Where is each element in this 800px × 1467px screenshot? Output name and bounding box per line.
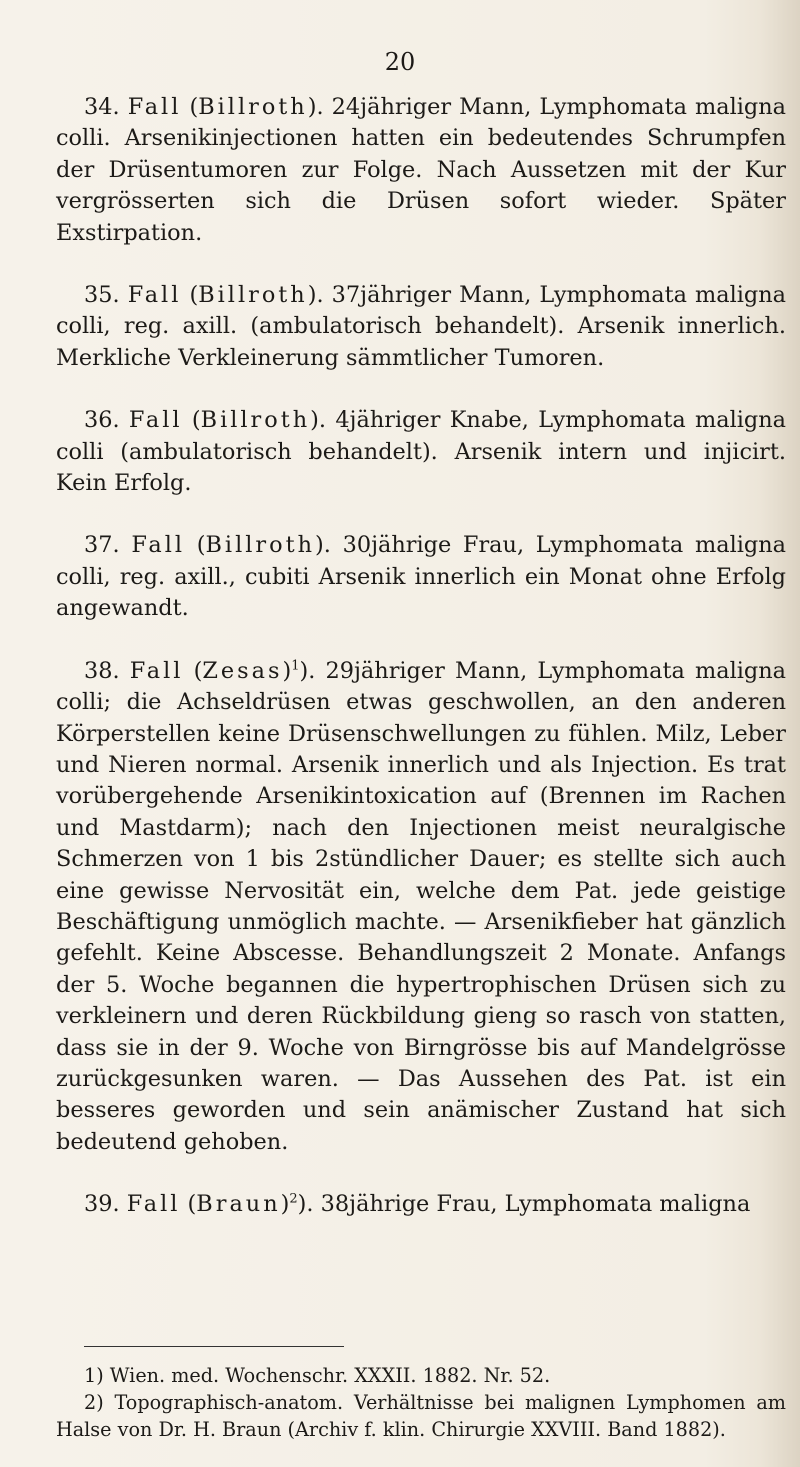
- case-number: 35.: [84, 282, 120, 309]
- case-entry-38: 38. Fall (Zesas)$^1$). 29jähriger Mann, Lymphomata maligna colli; die Achseldrüsen etwas geschwollen, an den anderen Körperstellen keine Drüsenschwellungen zu fühlen. Milz, Leber und Nieren normal. Arsenik innerlich und als Injection. Es trat vorübergehende Arsenikintoxication auf (Brennen im Rachen und Mastdarm); nach den Injectionen meist neuralgische Schmerzen von 1 bis 2stündlicher Dauer; es stellte sich auch eine gewisse Nervosität ein, welche dem Pat. jede geistige Beschäftigung unmöglich machte. — Arsenikfieber hat gänzlich gefehlt. Keine Abscesse. Behandlungszeit 2 Monate. Anfangs der 5. Woche begannen die hypertrophischen Drüsen sich zu verkleinern und deren Rückbildung gieng so rasch von statten, dass sie in der 9. Woche von Birngrösse bis auf Mandelgrösse zurückgesunken waren. — Das Aussehen des Pat. ist ein besseres geworden und sein anämischer Zustand hat sich bedeutend gehoben.: [56, 657, 786, 1155]
- page-number: 20: [384, 48, 416, 76]
- case-label: Fall: [126, 1191, 181, 1218]
- case-text: 4jähriger Knabe, Lymphomata maligna colli (ambulatorisch behandelt). Arsenik intern und injicirt. Kein Erfolg.: [56, 407, 786, 497]
- case-label: Fall: [131, 532, 186, 559]
- case-author: Billroth: [198, 94, 308, 120]
- case-text: 38jährige Frau, Lymphomata maligna: [320, 1191, 751, 1218]
- case-number: 37.: [84, 532, 120, 559]
- case-entry-35: 35. Fall (Billroth). 37jähriger Mann, Lymphomata maligna colli, reg. axill. (ambulatorisch behandelt). Arsenik innerlich. Merkliche Verkleinerung sämmtlicher Tumoren.: [56, 282, 786, 371]
- case-entry-37: 37. Fall (Billroth). 30jährige Frau, Lymphomata maligna colli, reg. axill., cubiti Arsenik innerlich ein Monat ohne Erfolg angewandt.: [56, 532, 786, 622]
- footnotes: [56, 1362, 786, 1443]
- case-author: Billroth: [198, 282, 308, 309]
- case-entry-36: 36. Fall (Billroth). 4jähriger Knabe, Lymphomata maligna colli (ambulatorisch behandelt). Arsenik intern und injicirt. Kein Erfolg.: [56, 407, 786, 497]
- footnote-2: 2) Topographisch-anatom. Verhältnisse bei malignen Lymphomen am Halse von Dr. H. Braun (Archiv f. klin. Chirurgie XXVIII. Band 1882).: [56, 1391, 786, 1441]
- case-entry-34: 34. Fall (Billroth). 24jähriger Mann, Lymphomata maligna colli. Arsenikinjectionen hatten ein bedeutendes Schrumpfen der Drüsentumoren zur Folge. Nach Aussetzen mit der Kur vergrösserten sich die Drüsen sofort wieder. Später Exstirpation.: [56, 94, 786, 246]
- case-author: Billroth: [200, 407, 311, 434]
- footnote-divider: [84, 1346, 344, 1347]
- case-label: Fall: [127, 94, 182, 120]
- footnote-ref: 1: [291, 658, 300, 674]
- case-number: 34.: [84, 94, 120, 120]
- case-text: 37jähriger Mann, Lymphomata maligna colli, reg. axill. (ambulatorisch behandelt). Arsenik innerlich. Merkliche Verkleinerung sämmtlicher Tumoren.: [56, 282, 786, 371]
- case-author: Billroth: [205, 532, 316, 559]
- case-number: 39.: [84, 1191, 120, 1218]
- case-entry-39: 39. Fall (Braun)$^2$). 38jährige Frau, Lymphomata maligna: [84, 1191, 751, 1218]
- case-author: Braun: [196, 1191, 281, 1218]
- case-label: Fall: [127, 282, 182, 309]
- case-list: [56, 92, 786, 1221]
- footnote-ref: 2: [289, 1191, 298, 1207]
- case-text: 24jähriger Mann, Lymphomata maligna colli. Arsenikinjectionen hatten ein bedeutendes Schrumpfen der Drüsentumoren zur Folge. Nach Aussetzen mit der Kur vergrösserten sich die Drüsen sofort wieder. Später Exstirpation.: [56, 94, 786, 246]
- footnote-1: 1) Wien. med. Wochenschr. XXXII. 1882. Nr. 52.: [84, 1364, 551, 1387]
- case-text: 30jährige Frau, Lymphomata maligna colli, reg. axill., cubiti Arsenik innerlich ein Monat ohne Erfolg angewandt.: [56, 532, 786, 622]
- case-number: 36.: [84, 407, 120, 434]
- case-author: Zesas: [202, 657, 283, 684]
- case-label: Fall: [129, 657, 184, 684]
- case-label: Fall: [128, 407, 183, 434]
- case-number: 38.: [84, 657, 120, 684]
- case-text: 29jähriger Mann, Lymphomata maligna colli; die Achseldrüsen etwas geschwollen, an den anderen Körperstellen keine Drüsenschwellungen zu fühlen. Milz, Leber und Nieren normal. Arsenik innerlich und als Injection. Es trat vorübergehende Arsenikintoxication auf (Brennen im Rachen und Mastdarm); nach den Injectionen meist neuralgische Schmerzen von 1 bis 2stündlicher Dauer; es stellte sich auch eine gewisse Nervosität ein, welche dem Pat. jede geistige Beschäftigung unmöglich machte. — Arsenikfieber hat gänzlich gefehlt. Keine Abscesse. Behandlungszeit 2 Monate. Anfangs der 5. Woche begannen die hypertrophischen Drüsen sich zu verkleinern und deren Rückbildung gieng so rasch von statten, dass sie in der 9. Woche von Birngrösse bis auf Mandelgrösse zurückgesunken waren. — Das Aussehen des Pat. ist ein besseres geworden und sein anämischer Zustand hat sich bedeutend gehoben.: [56, 657, 786, 1155]
